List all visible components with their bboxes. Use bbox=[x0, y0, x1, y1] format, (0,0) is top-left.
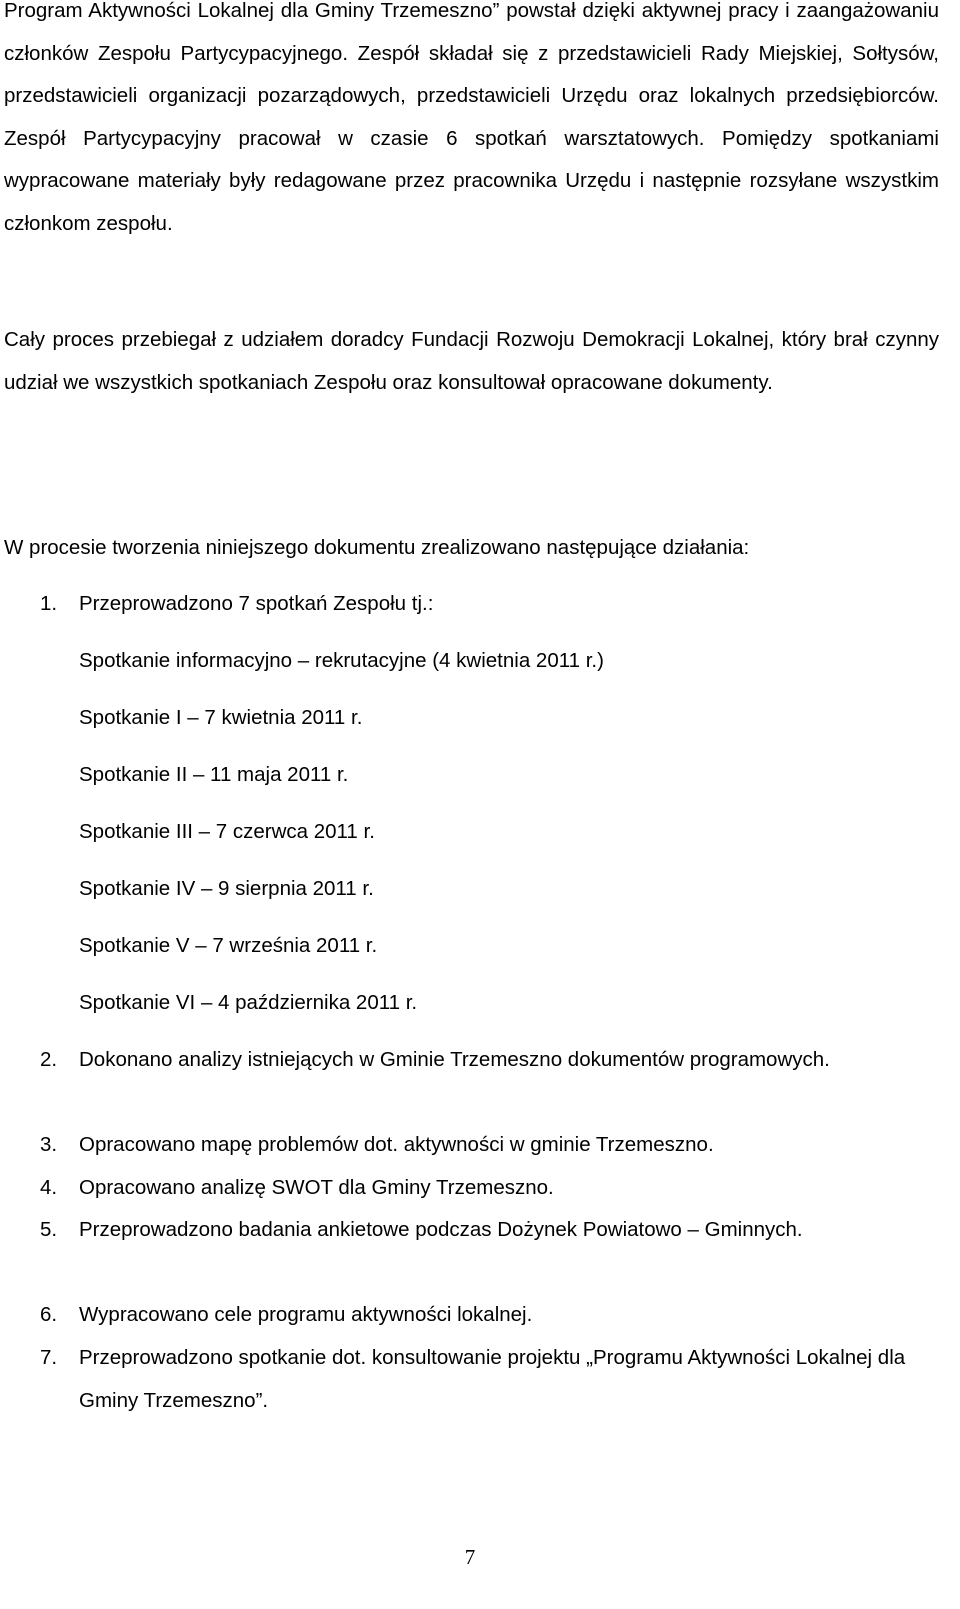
list-item bbox=[0, 1167, 940, 1210]
list-item-text: Przeprowadzono 7 spotkań Zespołu tj.: bbox=[79, 592, 434, 615]
list-item-text: Przeprowadzono spotkanie dot. konsultowanie projektu „Programu Aktywności Lokalnej dla Gminy Trzemeszno”. bbox=[79, 1346, 906, 1412]
meeting-entry: Spotkanie IV – 9 sierpnia 2011 r. bbox=[79, 877, 374, 900]
list-item-number: 7. bbox=[40, 1346, 58, 1369]
meeting-entry: Spotkanie III – 7 czerwca 2011 r. bbox=[79, 820, 375, 843]
list-item-text: Wypracowano cele programu aktywności lokalnej. bbox=[79, 1303, 533, 1326]
list-item-number: 5. bbox=[40, 1218, 58, 1241]
meeting-entry: Spotkanie informacyjno – rekrutacyjne (4 kwietnia 2011 r.) bbox=[79, 649, 604, 672]
list-item bbox=[0, 1124, 940, 1167]
meeting-entry: Spotkanie I – 7 kwietnia 2011 r. bbox=[79, 706, 363, 729]
list-item bbox=[0, 1337, 940, 1422]
list-item bbox=[0, 1039, 940, 1082]
list-item-text: Dokonano analizy istniejących w Gminie Trzemeszno dokumentów programowych. bbox=[79, 1048, 830, 1071]
page-number: 7 bbox=[464, 1545, 476, 1569]
list-item-number: 3. bbox=[40, 1133, 58, 1156]
activities-intro: W procesie tworzenia niniejszego dokumentu zrealizowano następujące działania: bbox=[4, 536, 750, 559]
list-item-number: 4. bbox=[40, 1176, 58, 1199]
list-item-number: 2. bbox=[40, 1048, 58, 1071]
meeting-entry: Spotkanie V – 7 września 2011 r. bbox=[79, 934, 378, 957]
list-item-text: Opracowano analizę SWOT dla Gminy Trzemeszno. bbox=[79, 1176, 554, 1199]
list-item-text: Przeprowadzono badania ankietowe podczas Dożynek Powiatowo – Gminnych. bbox=[79, 1218, 803, 1241]
list-item bbox=[0, 1209, 940, 1252]
meeting-entry: Spotkanie II – 11 maja 2011 r. bbox=[79, 763, 349, 786]
paragraph-process-description: Cały proces przebiegał z udziałem doradcy Fundacji Rozwoju Demokracji Lokalnej, który brał czynny udział we wszystkich spotkaniach Zespołu oraz konsultował opracowane dokumenty. bbox=[4, 328, 939, 394]
list-item-text: Opracowano mapę problemów dot. aktywności w gminie Trzemeszno. bbox=[79, 1133, 714, 1156]
list-item-number: 1. bbox=[40, 592, 58, 615]
meeting-entry: Spotkanie VI – 4 października 2011 r. bbox=[79, 991, 418, 1014]
list-item bbox=[0, 583, 940, 626]
list-item bbox=[0, 1294, 940, 1337]
paragraph-team-description: Program Aktywności Lokalnej dla Gminy Trzemeszno” powstał dzięki aktywnej pracy i zaangażowaniu członków Zespołu Partycypacyjnego. Zespół składał się z przedstawicieli Rady Miejskiej, Sołtysów, przedstawicieli organizacji pozarządowych, przedstawicieli Urzędu oraz lokalnych przedsiębiorców. Zespół Partycypacyjny pracował w czasie 6 spotkań warsztatowych. Pomiędzy spotkaniami wypracowane materiały były redagowane przez pracownika Urzędu i następnie rozsyłane wszystkim członkom zespołu. bbox=[4, 0, 939, 235]
list-item-number: 6. bbox=[40, 1303, 58, 1326]
